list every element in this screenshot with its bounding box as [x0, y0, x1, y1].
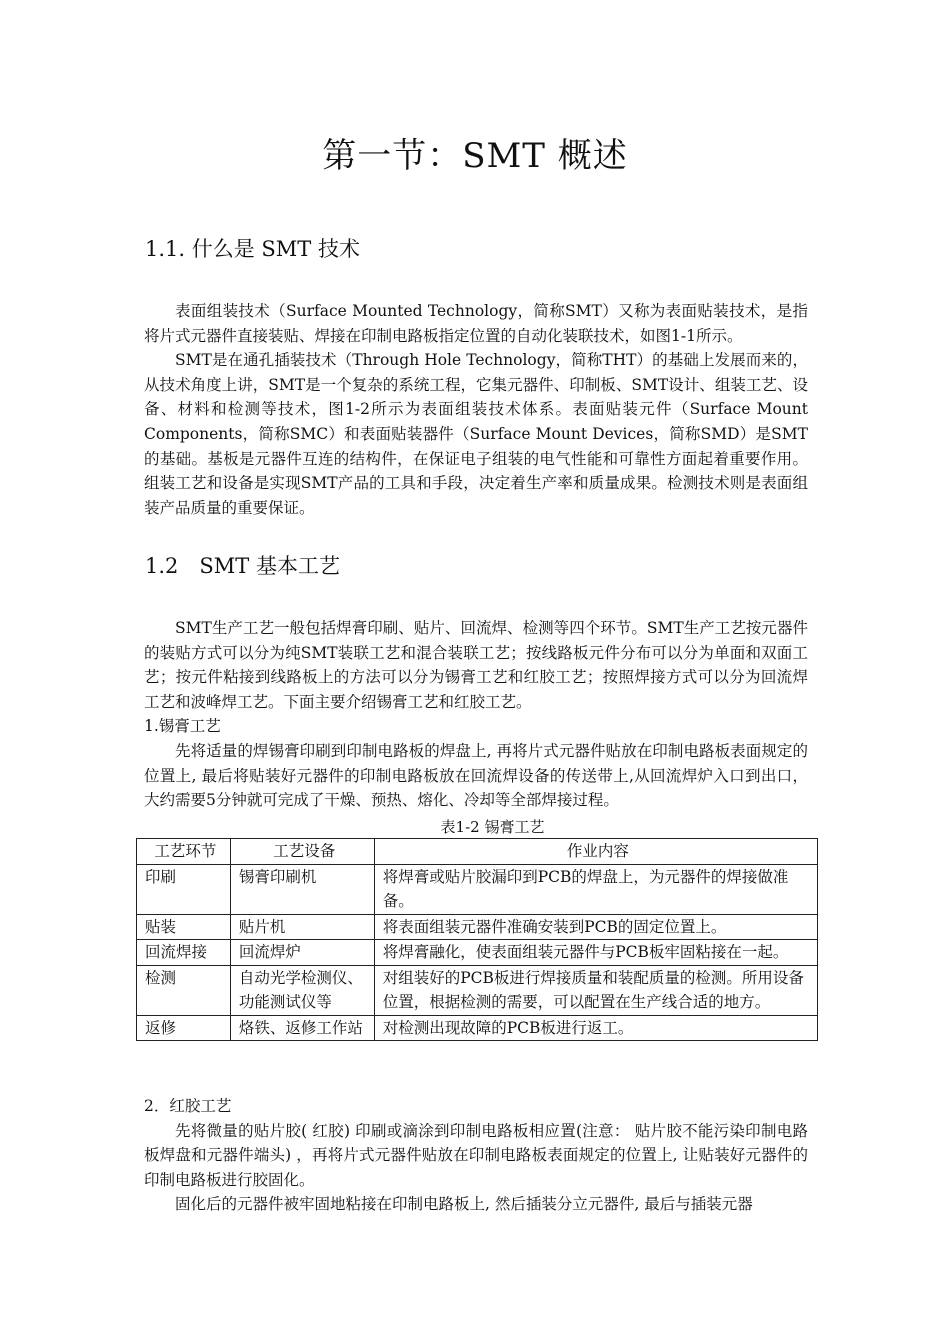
table-row	[137, 1015, 818, 1041]
table-cell: 返修	[137, 1015, 231, 1041]
table-cell: 印刷	[137, 864, 231, 914]
table-cell: 回流焊炉	[230, 940, 374, 966]
table-cell: 锡膏印刷机	[230, 864, 374, 914]
table-cell: 烙铁、返修工作站	[230, 1015, 374, 1041]
table-caption: 表1-2 锡膏工艺	[440, 818, 545, 836]
table-row	[137, 940, 818, 966]
table-cell: 对检测出现故障的PCB板进行返工。	[374, 1015, 817, 1041]
table-cell: 贴装	[137, 914, 231, 940]
table-cell: 检测	[137, 965, 231, 1015]
section-1-1-body	[144, 299, 808, 520]
table-cell: 将表面组装元器件准确安装到PCB的固定位置上。	[374, 914, 817, 940]
paragraph: 先将微量的贴片胶( 红胶) 印刷或滴涂到印制电路板相应置(注意： 贴片胶不能污染印制电路板焊盘和元器件端头) ，再将片式元器件贴放在印制电路板表面规定的位置上, 让贴装好元器件的印制电路板进行胶固化。	[144, 1121, 808, 1189]
subheading-solder-paste: 1.锡膏工艺	[144, 717, 221, 736]
page-title: 第一节：SMT 概述	[322, 136, 628, 176]
paragraph: SMT是在通孔插装技术（Through Hole Technology，简称THT）的基础上发展而来的，从技术角度上讲，SMT是一个复杂的系统工程，它集元器件、印制板、SMT设计、组装工艺、设备、材料和检测等技术，图1-2所示为表面组装技术体系。表面贴装元件（Surface Mount Components，简称SMC）和表面贴装器件（Surface Mount Devices，简称SMD）是SMT的基础。基板是元器件互连的结构件，在保证电子组装的电气性能和可靠性方面起着重要作用。组装工艺和设备是实现SMT产品的工具和手段，决定着生产率和质量成果。检测技术则是表面组装产品质量的重要保证。	[144, 351, 808, 517]
paragraph: SMT生产工艺一般包括焊膏印刷、贴片、回流焊、检测等四个环节。SMT生产工艺按元器件的装贴方式可以分为纯SMT装联工艺和混合装联工艺；按线路板元件分布可以分为单面和双面工艺；按元件粘接到线路板上的方法可以分为锡膏工艺和红胶工艺；按照焊接方式可以分为回流焊工艺和波峰焊工艺。下面主要介绍锡膏工艺和红胶工艺。	[144, 619, 808, 711]
table-row	[137, 914, 818, 940]
process-table	[136, 838, 818, 1041]
subheading-red-glue: 2．红胶工艺	[144, 1097, 232, 1115]
table-row	[137, 864, 818, 914]
paragraph: 固化后的元器件被牢固地粘接在印制电路板上, 然后插装分立元器件, 最后与插装元器	[175, 1195, 753, 1214]
paragraph: 表面组装技术（Surface Mounted Technology，简称SMT）又称为表面贴装技术，是指将片式元器件直接装贴、焊接在印制电路板指定位置的自动化装联技术，如图1-1所示。	[144, 302, 808, 345]
table-cell: 将焊膏或贴片胶漏印到PCB的焊盘上，为元器件的焊接做准备。	[374, 864, 817, 914]
red-glue-section	[144, 1094, 808, 1217]
table-header-row	[137, 839, 818, 865]
column-header: 工艺环节	[137, 839, 231, 865]
section-heading-1-2: 1.2 SMT 基本工艺	[145, 554, 340, 578]
paragraph: 先将适量的焊锡膏印刷到印制电路板的焊盘上, 再将片式元器件贴放在印制电路板表面规定的位置上, 最后将贴装好元器件的印制电路板放在回流焊设备的传送带上,从回流焊炉入口到出口，大约需要5分钟就可完成了干燥、预热、熔化、冷却等全部焊接过程。	[144, 741, 808, 810]
table-row	[137, 965, 818, 1015]
table-cell: 贴片机	[230, 914, 374, 940]
table-cell: 将焊膏融化，使表面组装元器件与PCB板牢固粘接在一起。	[374, 940, 817, 966]
table-cell: 自动光学检测仪、功能测试仪等	[230, 965, 374, 1015]
table-cell: 对组装好的PCB板进行焊接质量和装配质量的检测。所用设备位置，根据检测的需要，可以配置在生产线合适的地方。	[374, 965, 817, 1015]
section-1-2-body	[144, 616, 808, 813]
column-header: 工艺设备	[230, 839, 374, 865]
section-heading-1-1: 1.1. 什么是 SMT 技术	[145, 237, 360, 261]
table-cell: 回流焊接	[137, 940, 231, 966]
column-header: 作业内容	[374, 839, 817, 865]
